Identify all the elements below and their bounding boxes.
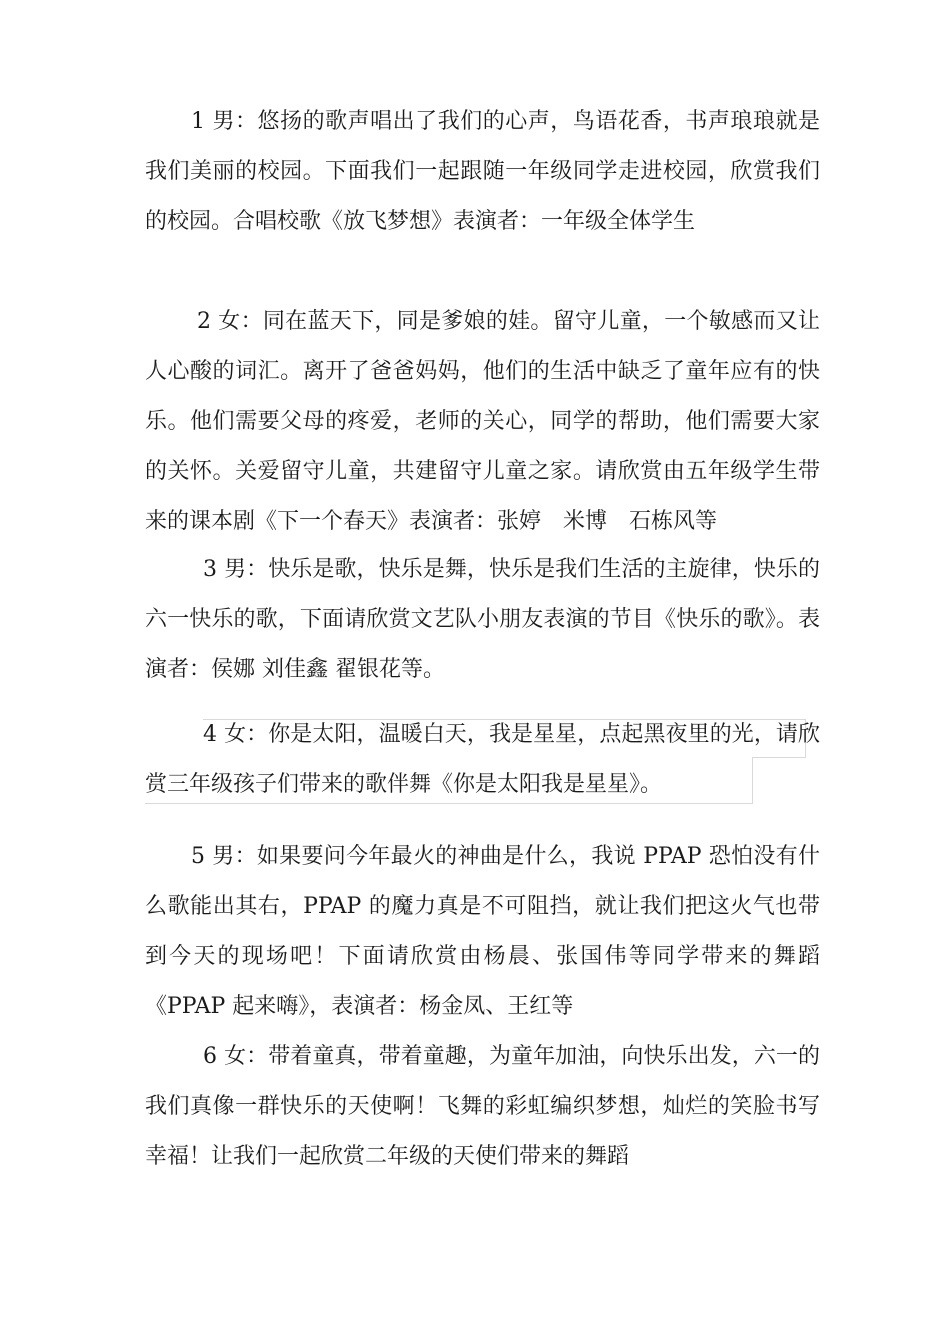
paragraph-3: 3 男：快乐是歌，快乐是舞，快乐是我们生活的主旋律，快乐的六一快乐的歌，下面请欣赏文艺队小朋友表演的节目《快乐的歌》。表演者：侯娜 刘佳鑫 翟银花等。: [145, 557, 820, 682]
paragraph-1: 1 男：悠扬的歌声唱出了我们的心声，鸟语花香，书声琅琅就是我们美丽的校园。下面我们一起跟随一年级同学走进校园，欣赏我们的校园。合唱校歌《放飞梦想》表演者：一年级全体学生: [145, 109, 820, 234]
paragraph-6: 6 女：带着童真，带着童趣，为童年加油，向快乐出发，六一的我们真像一群快乐的天使啊！飞舞的彩虹编织梦想，灿烂的笑脸书写幸福！让我们一起欣赏二年级的天使们带来的舞蹈: [145, 1044, 820, 1169]
paragraph-2: 2 女：同在蓝天下，同是爹娘的娃。留守儿童，一个敏感而又让人心酸的词汇。离开了爸爸妈妈，他们的生活中缺乏了童年应有的快乐。他们需要父母的疼爱，老师的关心，同学的帮助，他们需要大家的关怀。关爱留守儿童，共建留守儿童之家。请欣赏由五年级学生带来的课本剧《下一个春天》表演者：张婷 米博 石栋风等: [145, 309, 820, 534]
paragraph-5: 5 男：如果要问今年最火的神曲是什么，我说 PPAP 恐怕没有什么歌能出其右，PPAP 的魔力真是不可阻挡，就让我们把这火气也带到今天的现场吧！下面请欣赏由杨晨、张国伟等同学带来的舞蹈《PPAP 起来嗨》，表演者：杨金凤、王红等: [145, 844, 820, 1019]
paragraph-4: 4 女：你是太阳，温暖白天，我是星星，点起黑夜里的光，请欣赏三年级孩子们带来的歌伴舞《你是太阳我是星星》。: [145, 722, 820, 797]
